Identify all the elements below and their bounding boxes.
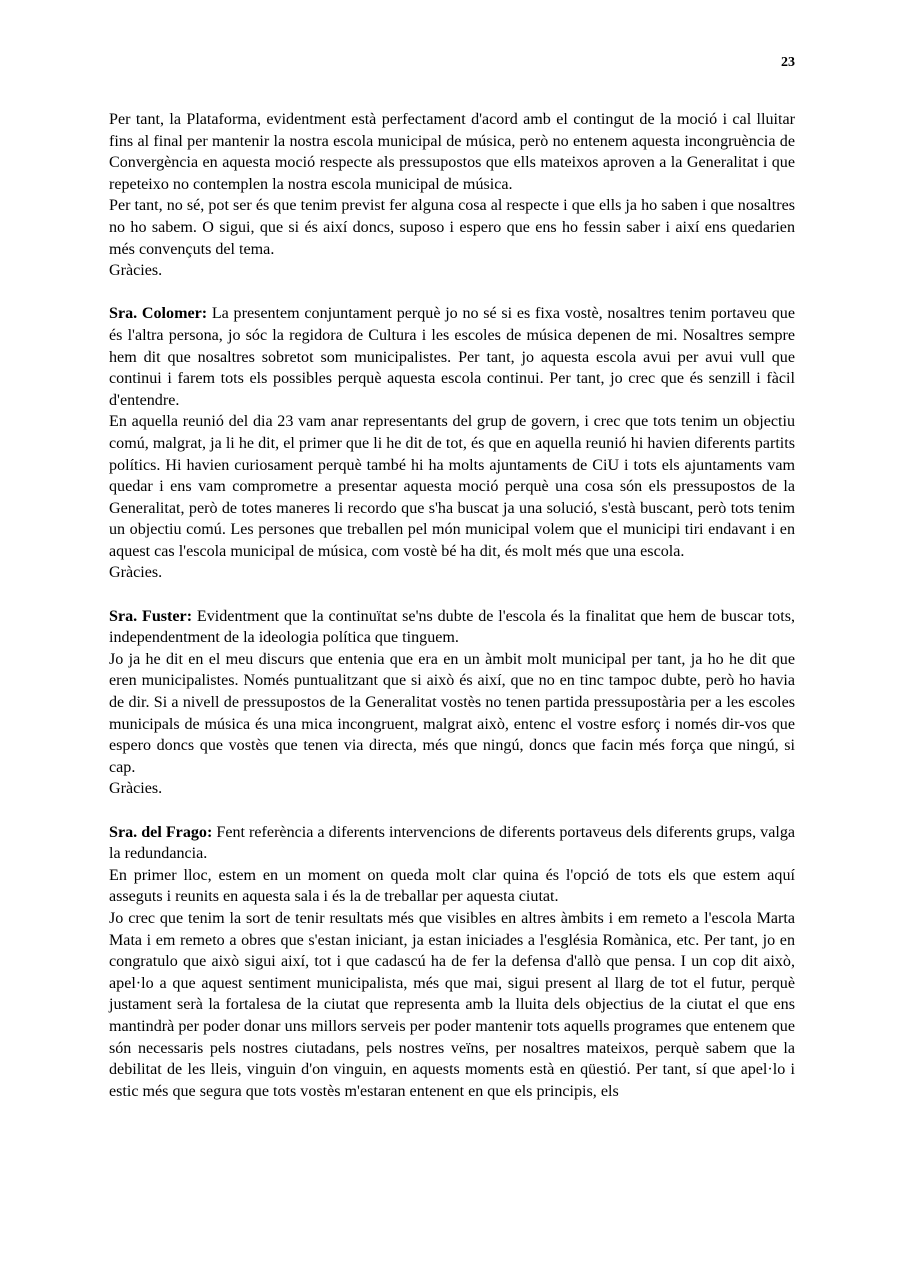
body-paragraph: Jo ja he dit en el meu discurs que entenia que era en un àmbit molt municipal per tant, ja ho he dit que eren municipalistes. Només puntualitzant que si això és així, que no en tinc tampoc dubte, però ho havia de dir. Si a nivell de pressupostos de la Generalitat vostès no tenen partida pressupostària per a les escoles municipals de música és una mica incongruent, malgrat això, entenc el vostre esforç i només dir-vos que espero doncs que vostès que tenen via directa, més que ningú, doncs que facin més força que ningú, si cap. — [109, 650, 795, 776]
body-paragraph: Jo crec que tenim la sort de tenir resultats més que visibles en altres àmbits i em remeto a l'escola Marta Mata i em remeto a obres que s'estan iniciant, ja estan iniciades a l'església Romànica, etc. Per tant, jo en congratulo que això sigui així, tot i que cadascú ha de fer la defensa d'allò que pensa. I un cop dit això, apel·lo a que aquest sentiment municipalista, més que mai, sigui present al llarg de tot el futur, perquè justament serà la fortalesa de la ciutat que representa amb la lluita dels objectius de la ciutat el que ens mantindrà per poder donar uns millors serveis per poder mantenir tots aquells programes que entenem que són necessaris pels nostres ciutadans, pels nostres veïns, per nosaltres mateixos, perquè sabem que la debilitat de les lleis, vinguin d'on vinguin, en aquests moments està en qüestió. Per tant, sí que apel·lo i estic més que segura que tots vostès m'estaran entenent en que els principis, els — [109, 909, 795, 1100]
speaker-intervention — [109, 303, 795, 411]
closing-thanks: Gràcies. — [109, 780, 163, 798]
document-body — [109, 109, 795, 1102]
intervention-text: La presentem conjuntament perquè jo no sé si es fixa vostè, nosaltres tenim portaveu que és l'altra persona, jo sóc la regidora de Cultura i les escoles de música depenen de mi. Nosaltres sempre hem dit que nosaltres sobretot som municipalistes. Per tant, jo aquesta escola avui per avui vull que continui i farem tots els possibles perquè aquesta escola continui. Per tant, jo crec que és senzill i fàcil d'entendre. — [109, 305, 795, 409]
intervention-text: Fent referència a diferents intervencions de diferents portaveus dels diferents grups, valga la redundancia. — [109, 823, 796, 863]
speaker-intervention — [109, 606, 795, 649]
page-number: 23 — [781, 55, 795, 70]
body-paragraph: Per tant, no sé, pot ser és que tenim previst fer alguna cosa al respecte i que ells ja ho saben i que nosaltres no ho sabem. O sigui, que si és així doncs, suposo i espero que ens ho fessin saber i així ens quedarien més convençuts del tema. — [109, 197, 795, 258]
body-paragraph: En aquella reunió del dia 23 vam anar representants del grup de govern, i crec que tots tenim un objectiu comú, malgrat, ja li he dit, el primer que li he dit de tot, és que en aquella reunió hi havien diferents partits polítics. Hi havien curiosament perquè també hi ha molts ajuntaments de CiU i tots els ajuntaments vam quedar i ens vam comprometre a presentar aquesta moció perquè una cosa són els pressupostos de la Generalitat, però de totes maneres li recordo que s'ha buscat ja una solució, s'està buscant, però tots tenim un objectiu comú. Les persones que treballen pel món municipal volem que el municipi tiri endavant i en aquest cas l'escola municipal de música, com vostè bé ha dit, és molt més que una escola. — [109, 413, 795, 560]
speaker-name: Sra. Fuster: — [109, 607, 193, 625]
intervention-text: Evidentment que la continuïtat se'ns dubte de l'escola és la finalitat que hem de buscar tots, independentment de la ideologia política que tinguem. — [109, 607, 795, 647]
speaker-name: Sra. del Frago: — [109, 823, 213, 841]
paragraph-gap — [109, 584, 795, 606]
body-paragraph: En primer lloc, estem en un moment on queda molt clar quina és l'opció de tots els que estem aquí asseguts i reunits en aquesta sala i és la de treballar per aquesta ciutat. — [109, 866, 795, 906]
paragraph-gap — [109, 282, 795, 304]
closing-thanks: Gràcies. — [109, 262, 163, 280]
paragraph-gap — [109, 800, 795, 822]
body-paragraph: Per tant, la Plataforma, evidentment està perfectament d'acord amb el contingut de la moció i cal lluitar fins al final per mantenir la nostra escola municipal de música, però no entenem aquesta incongruència de Convergència en aquesta moció respecte als pressupostos que ells mateixos aproven a la Generalitat i que repeteixo no contemplen la nostra escola municipal de música. — [109, 111, 795, 193]
speaker-name: Sra. Colomer: — [109, 305, 208, 323]
closing-thanks: Gràcies. — [109, 564, 163, 582]
speaker-intervention — [109, 822, 795, 865]
